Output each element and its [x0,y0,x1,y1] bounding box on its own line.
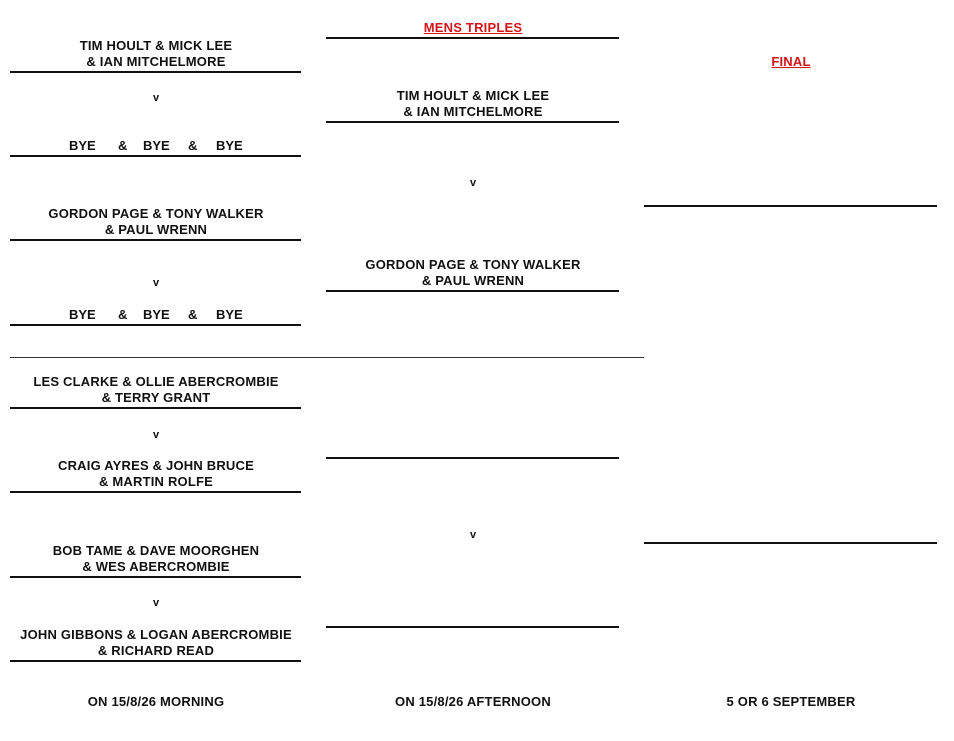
r2-team-3-rule [326,457,619,459]
round1-date: ON 15/8/26 MORNING [87,694,225,709]
r2-team-2-line2: & PAUL WRENN [421,273,525,288]
r2-team-1-line1: TIM HOULT & MICK LEE [396,88,550,103]
r1-bye-1-amp-b: & [188,138,198,153]
r2-team-1-rule [326,121,619,123]
r1-bye-2c: BYE [216,307,243,322]
r1-bye-2-amp-a: & [118,307,128,322]
r1-team-7-line1: BOB TAME & DAVE MOORGHEN [52,543,260,558]
title-underline [326,37,619,39]
r1-team-8-line1: JOHN GIBBONS & LOGAN ABERCROMBIE [20,627,292,642]
final-slot-1-rule [644,205,937,207]
r1-bye-2a: BYE [69,307,96,322]
r1-team-6-line1: CRAIG AYRES & JOHN BRUCE [58,458,254,473]
r1-team-8-rule [10,660,301,662]
r2-team-2 [327,257,619,289]
r1-bye-1b: BYE [143,138,170,153]
r1-team-1-rule [10,71,301,73]
r2-vs-1: v [469,177,477,189]
r1-team-5 [10,374,302,406]
r1-bye-1c: BYE [216,138,243,153]
r1-team-3 [10,206,302,238]
r1-team-3-rule [10,239,301,241]
r1-vs-4: v [152,597,160,609]
final-slot-2-rule [644,542,937,544]
r1-team-1 [10,38,302,70]
round2-date: ON 15/8/26 AFTERNOON [395,694,551,709]
r1-team-4-rule [10,324,301,326]
r2-team-4-rule [326,626,619,628]
r2-team-2-rule [326,290,619,292]
r2-team-1 [327,88,619,120]
page-title: MENS TRIPLES [423,20,523,35]
r1-vs-3: v [152,429,160,441]
r1-bye-1a: BYE [69,138,96,153]
final-date: 5 OR 6 SEPTEMBER [726,694,856,709]
r1-vs-1: v [152,92,160,104]
r1-team-6-rule [10,491,301,493]
r1-team-7-rule [10,576,301,578]
r1-team-3-line2: & PAUL WRENN [104,222,208,237]
r1-team-5-line1: LES CLARKE & OLLIE ABERCROMBIE [33,374,279,389]
r1-bye-2-amp-b: & [188,307,198,322]
r1-team-6 [10,458,302,490]
section-divider [10,357,644,358]
r1-team-5-line2: & TERRY GRANT [101,390,211,405]
r1-team-1-line1: TIM HOULT & MICK LEE [79,38,233,53]
r1-bye-1-amp-a: & [118,138,128,153]
r1-vs-2: v [152,277,160,289]
r1-team-7-line2: & WES ABERCROMBIE [82,559,230,574]
r2-vs-2: v [469,529,477,541]
r1-team-8-line2: & RICHARD READ [97,643,215,658]
r1-team-7 [10,543,302,575]
r1-bye-2b: BYE [143,307,170,322]
r1-team-3-line1: GORDON PAGE & TONY WALKER [48,206,264,221]
r1-team-8 [10,627,302,659]
final-heading: FINAL [771,54,811,69]
r2-team-2-line1: GORDON PAGE & TONY WALKER [365,257,581,272]
r1-team-5-rule [10,407,301,409]
r1-team-1-line2: & IAN MITCHELMORE [86,54,226,69]
r1-team-6-line2: & MARTIN ROLFE [98,474,213,489]
r1-team-2-rule [10,155,301,157]
r2-team-1-line2: & IAN MITCHELMORE [403,104,543,119]
